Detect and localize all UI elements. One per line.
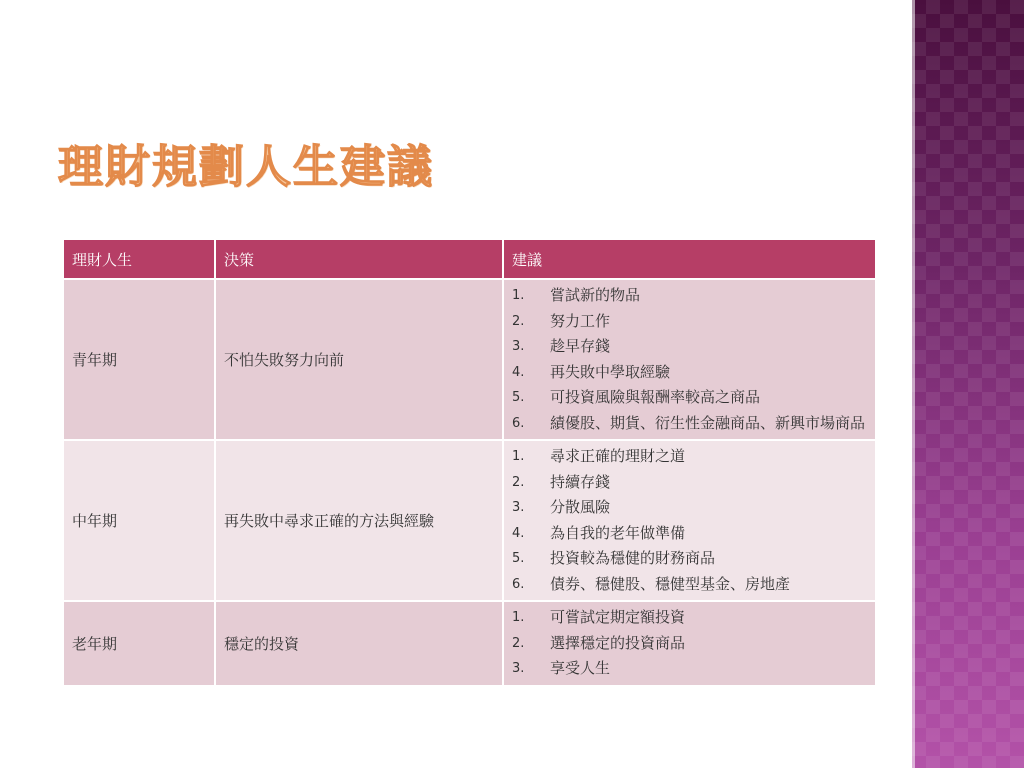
list-text: 努力工作 <box>550 311 611 330</box>
list-item <box>512 283 867 309</box>
list-text: 績優股、期貨、衍生性金融商品、新興市場商品 <box>550 413 866 432</box>
list-number: 3. <box>512 661 525 676</box>
list-number: 1. <box>512 288 525 303</box>
list-item <box>512 360 867 386</box>
list-number: 5. <box>512 390 525 405</box>
advice-cell <box>504 602 875 687</box>
list-number: 1. <box>512 449 525 464</box>
list-item <box>512 605 867 631</box>
table-row <box>64 441 875 602</box>
advice-cell <box>504 280 875 441</box>
list-text: 趁早存錢 <box>550 337 611 355</box>
advice-list <box>512 602 867 685</box>
header-life-stage: 理財人生 <box>64 240 216 280</box>
list-text: 債券、穩健股、穩健型基金、房地產 <box>550 574 791 593</box>
decision-cell: 不怕失敗努力向前 <box>216 280 504 441</box>
advice-list <box>512 441 867 600</box>
advice-list <box>512 280 867 439</box>
list-text: 持續存錢 <box>550 472 611 491</box>
list-item <box>512 546 867 572</box>
list-number: 6. <box>512 415 525 431</box>
decorative-side-band <box>912 0 1024 768</box>
list-item <box>512 309 867 335</box>
slide-title: 理財規劃人生建議 <box>58 140 435 194</box>
list-text: 可嘗試定期定額投資 <box>550 608 686 626</box>
list-item <box>512 631 867 657</box>
list-item <box>512 334 867 360</box>
list-item <box>512 521 867 547</box>
stage-cell: 中年期 <box>64 441 216 602</box>
list-text: 嘗試新的物品 <box>550 286 641 304</box>
stage-cell: 青年期 <box>64 280 216 441</box>
decision-cell: 穩定的投資 <box>216 602 504 687</box>
list-number: 2. <box>512 313 525 329</box>
list-item <box>512 470 867 496</box>
list-number: 3. <box>512 500 525 515</box>
list-number: 5. <box>512 551 525 566</box>
list-item <box>512 444 867 470</box>
list-number: 4. <box>512 525 525 541</box>
header-decision: 決策 <box>216 240 504 280</box>
financial-plan-table <box>64 240 875 687</box>
list-text: 投資較為穩健的財務商品 <box>550 549 716 567</box>
list-text: 分散風險 <box>550 498 611 516</box>
header-advice: 建議 <box>504 240 875 280</box>
list-item <box>512 495 867 521</box>
list-text: 再失敗中學取經驗 <box>550 362 671 381</box>
advice-cell <box>504 441 875 602</box>
table-row <box>64 602 875 687</box>
list-number: 2. <box>512 474 525 490</box>
table-header-row <box>64 240 875 280</box>
list-item <box>512 656 867 682</box>
list-number: 1. <box>512 610 525 625</box>
list-number: 2. <box>512 635 525 651</box>
list-item <box>512 411 867 437</box>
list-text: 為自我的老年做準備 <box>550 523 686 542</box>
list-text: 可投資風險與報酬率較高之商品 <box>550 388 761 406</box>
stage-cell: 老年期 <box>64 602 216 687</box>
list-text: 選擇穩定的投資商品 <box>550 633 686 652</box>
list-text: 享受人生 <box>550 659 611 677</box>
table-row <box>64 280 875 441</box>
list-item <box>512 385 867 411</box>
list-number: 4. <box>512 364 525 380</box>
list-text: 尋求正確的理財之道 <box>550 447 686 465</box>
list-item <box>512 572 867 598</box>
decision-cell: 再失敗中尋求正確的方法與經驗 <box>216 441 504 602</box>
list-number: 6. <box>512 576 525 592</box>
list-number: 3. <box>512 339 525 354</box>
